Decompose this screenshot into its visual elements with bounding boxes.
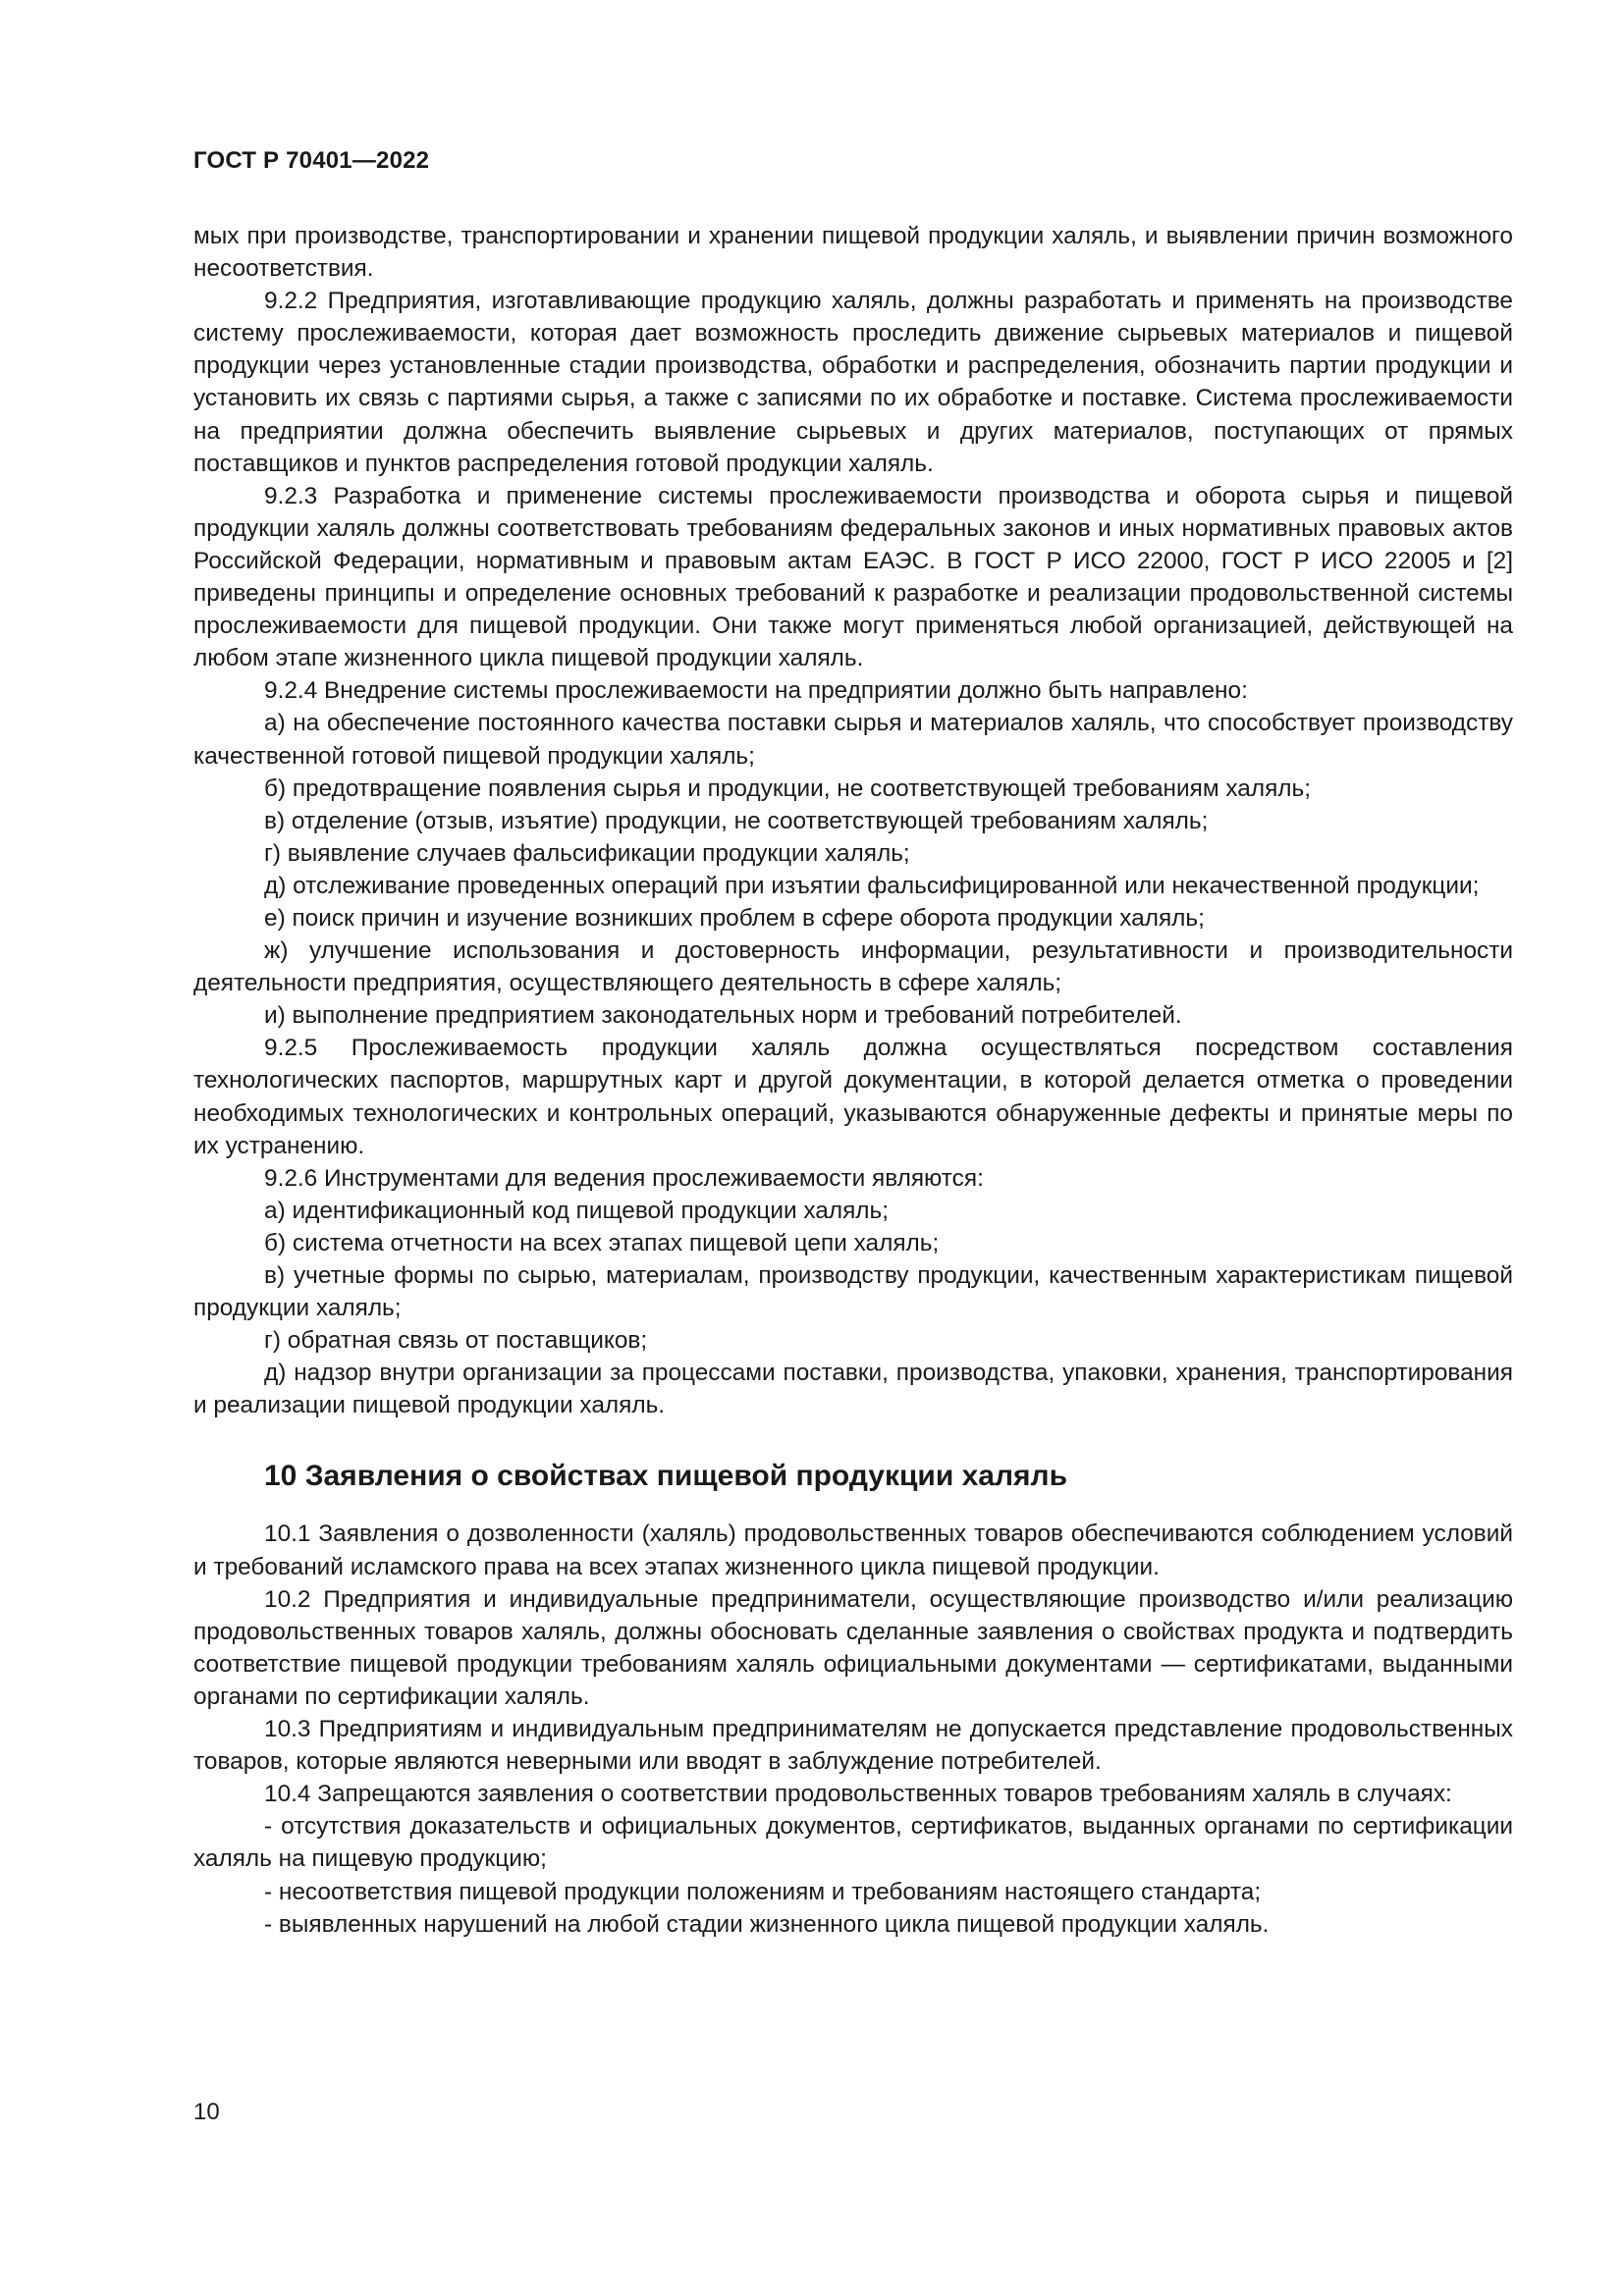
paragraph-10-4: 10.4 Запрещаются заявления о соответствии продовольственных товаров требованиям халяль в случаях: [264, 1781, 1452, 1808]
paragraph-9-2-4: 9.2.4 Внедрение системы прослеживаемости на предприятии должно быть направлено: [264, 677, 1248, 705]
list-item: а) на обеспечение постоянного качества поставки сырья и материалов халяль, что способствует производству качественной готовой пищевой продукции халяль; [193, 710, 1513, 770]
list-item: г) выявление случаев фальсификации продукции халяль; [264, 839, 910, 867]
paragraph-10-1: 10.1 Заявления о дозволенности (халяль) продовольственных товаров обеспечиваются соблюдением условий и требований исламского права на всех этапах жизненного цикла пищевой продукции. [193, 1521, 1513, 1580]
section-heading: 10 Заявления о свойствах пищевой продукции халяль [264, 1460, 1068, 1493]
dash-list-item: - отсутствия доказательств и официальных документов, сертификатов, выданных органами по сертификации халяль на пищевую продукцию; [193, 1813, 1513, 1873]
list-item: б) предотвращение появления сырья и продукции, не соответствующей требованиям халяль; [264, 774, 1312, 802]
list-item: ж) улучшение использования и достоверность информации, результативности и производительности деятельности предприятия, осуществляющего деятельность в сфере халяль; [193, 937, 1513, 997]
standard-header: ГОСТ Р 70401—2022 [193, 147, 430, 174]
paragraph-9-2-5: 9.2.5 Прослеживаемость продукции халяль должна осуществляться посредством составления технологических паспортов, маршрутных карт и другой документации, в которой делается отметка о проведении необходимых технологических и контрольных операций, указываются обнаруженные дефекты и принятые меры по их устранению. [193, 1035, 1513, 1159]
list-item: и) выполнение предприятием законодательных норм и требований потребителей. [264, 1002, 1182, 1030]
paragraph-9-2-6: 9.2.6 Инструментами для ведения прослеживаемости являются: [264, 1164, 984, 1192]
paragraph-9-2-3: 9.2.3 Разработка и применение системы прослеживаемости производства и оборота сырья и пищевой продукции халяль должны соответствовать требованиям федеральных законов и иных нормативных правовых актов Российской Федерации, нормативным и правовым актам ЕАЭС. В ГОСТ Р ИСО 22000, ГОСТ Р ИСО 22005 и [2] приведены принципы и определение основных требований к разработке и реализации продовольственной системы прослеживаемости для пищевой продукции. Они также могут применяться любой организацией, действующей на любом этапе жизненного цикла пищевой продукции халяль. [193, 482, 1513, 672]
list-item: в) учетные формы по сырью, материалам, производству продукции, качественным характеристикам пищевой продукции халяль; [193, 1262, 1513, 1322]
list-item: а) идентификационный код пищевой продукции халяль; [264, 1197, 890, 1224]
list-item: в) отделение (отзыв, изъятие) продукции, не соответствующей требованиям халяль; [264, 807, 1209, 834]
document-body [193, 220, 1513, 1941]
paragraph: мых при производстве, транспортировании и хранении пищевой продукции халяль, и выявлении причин возможного несоответствия. [193, 223, 1513, 283]
paragraph-9-2-2: 9.2.2 Предприятия, изготавливающие продукцию халяль, должны разработать и применять на производстве систему прослеживаемости, которая дает возможность проследить движение сырьевых материалов и пищевой продукции через установленные стадии производства, обработки и распределения, обозначить партии продукции и установить их связь с партиями сырья, а также с записями по их обработке и поставке. Система прослеживаемости на предприятии должна обеспечить выявление сырьевых и других материалов, поступающих от прямых поставщиков и пунктов распределения готовой продукции халяль. [193, 288, 1513, 477]
dash-list-item: - выявленных нарушений на любой стадии жизненного цикла пищевой продукции халяль. [264, 1910, 1270, 1938]
list-item: е) поиск причин и изучение возникших проблем в сфере оборота продукции халяль; [264, 904, 1205, 932]
paragraph-10-2: 10.2 Предприятия и индивидуальные предприниматели, осуществляющие производство и/или реализацию продовольственных товаров халяль, должны обосновать сделанные заявления о свойствах продукта и подтвердить соответствие пищевой продукции требованиям халяль официальными документами — сертификатами, выданными органами по сертификации халяль. [193, 1585, 1513, 1710]
paragraph-10-3: 10.3 Предприятиям и индивидуальным предпринимателям не допускается представление продовольственных товаров, которые являются неверными или вводят в заблуждение потребителей. [193, 1716, 1513, 1776]
list-item: д) надзор внутри организации за процессами поставки, производства, упаковки, хранения, транспортирования и реализации пищевой продукции халяль. [193, 1360, 1513, 1419]
list-item: г) обратная связь от поставщиков; [264, 1327, 648, 1355]
list-item: д) отслеживание проведенных операций при изъятии фальсифицированной или некачественной продукции; [264, 872, 1480, 899]
dash-list-item: - несоответствия пищевой продукции положениям и требованиям настоящего стандарта; [264, 1878, 1262, 1905]
page-number: 10 [193, 2099, 220, 2125]
list-item: б) система отчетности на всех этапах пищевой цепи халяль; [264, 1229, 940, 1256]
